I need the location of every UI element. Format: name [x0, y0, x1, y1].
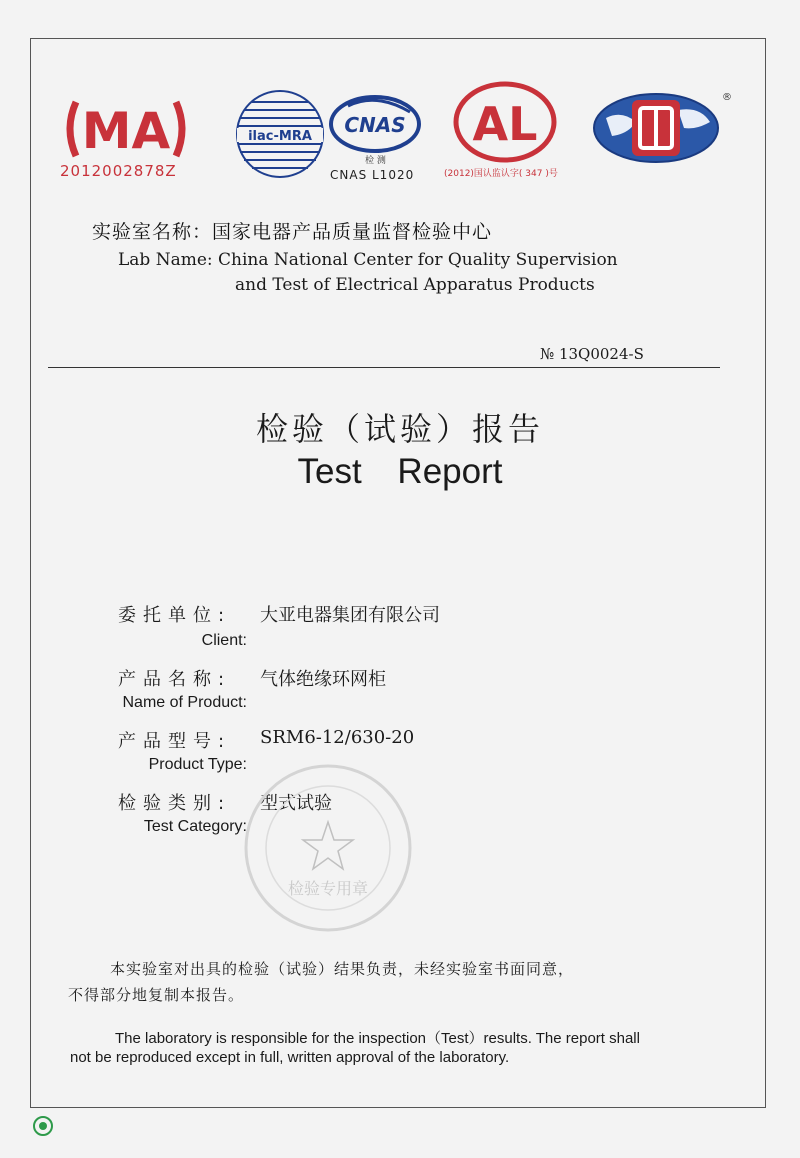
ilac-mra-logo — [234, 88, 326, 180]
cma-logo-text: MA — [81, 102, 171, 160]
notice-en-line1: The laboratory is responsible for the inspection（Test）results. The report shall — [115, 1030, 640, 1047]
client-label-cn: 委托单位: — [118, 605, 232, 626]
cma-number: 2012002878Z — [60, 162, 177, 180]
product-name-value: 气体绝缘环网柜 — [260, 669, 386, 690]
ccc-globe-logo — [592, 88, 730, 166]
product-name-label-en: Name of Product: — [122, 694, 247, 711]
al-logo-text: AL — [472, 97, 538, 151]
registered-mark: ® — [722, 92, 732, 103]
lab-name-en-line1: Lab Name: China National Center for Quality Supervision — [118, 250, 618, 270]
notice-cn-line2: 不得部分地复制本报告。 — [68, 986, 245, 1004]
report-title-cn: 检验（试验）报告 — [255, 410, 544, 448]
ilac-logo-text: ilac-MRA — [248, 129, 312, 144]
divider-line — [48, 367, 720, 368]
client-value: 大亚电器集团有限公司 — [260, 605, 440, 626]
client-label-en: Client: — [201, 632, 247, 649]
page-border — [30, 38, 766, 1108]
test-category-label-cn: 检验类别: — [118, 793, 232, 814]
cnas-logo — [328, 90, 422, 154]
notice-cn-line1: 本实验室对出具的检验（试验）结果负责，未经实验室书面同意， — [110, 960, 575, 978]
product-type-value: SRM6-12/630-20 — [260, 727, 415, 748]
seal-text: 检验专用章 — [287, 879, 369, 898]
product-type-label-en: Product Type: — [148, 756, 247, 773]
al-logo — [452, 80, 558, 164]
lab-name-cn: 实验室名称：国家电器产品质量监督检验中心 — [92, 221, 493, 243]
cnas-logo-text: CNAS — [344, 113, 406, 137]
cnas-sub-label: 检 测 — [365, 156, 386, 166]
corner-stamp-icon — [32, 1115, 54, 1137]
notice-en-line2: not be reproduced except in full, written approval of the laboratory. — [70, 1049, 510, 1066]
product-name-label-cn: 产品名称: — [118, 669, 232, 690]
test-category-label-en: Test Category: — [143, 818, 247, 835]
report-number: № 13Q0024-S — [540, 345, 644, 363]
report-title-en: Test Report — [297, 452, 503, 491]
lab-name-en-line2: and Test of Electrical Apparatus Products — [235, 275, 595, 295]
al-caption: (2012)国认监认字( 347 )号 — [444, 169, 558, 179]
cnas-code: CNAS L1020 — [330, 168, 415, 182]
embossed-seal — [242, 762, 414, 934]
product-type-label-cn: 产品型号: — [118, 731, 232, 752]
test-category-value: 型式试验 — [260, 793, 332, 814]
